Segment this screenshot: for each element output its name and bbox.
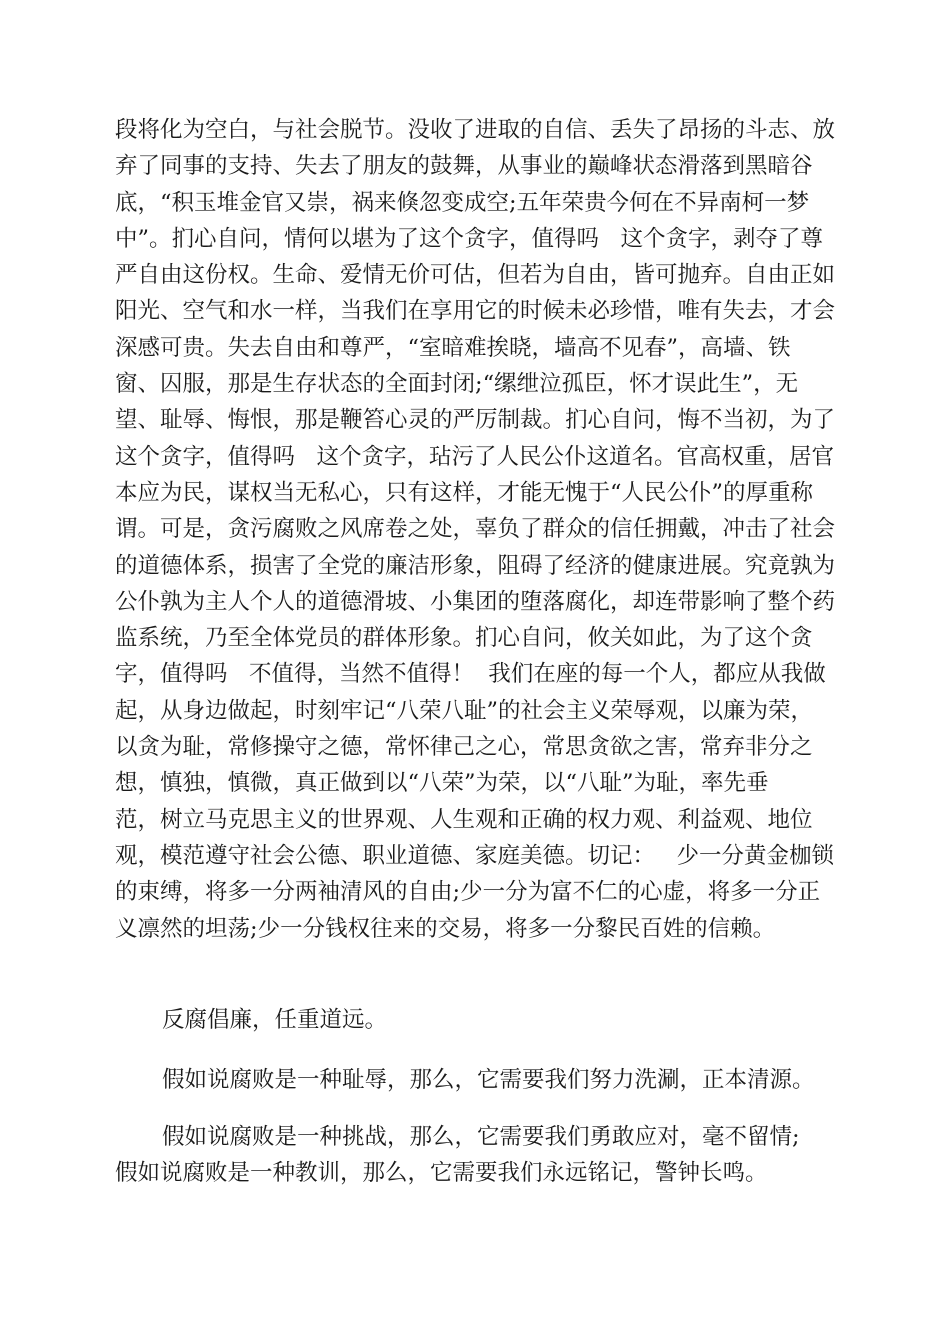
text-line: 弃了同事的支持、失去了朋友的鼓舞，从事业的巅峰状态滑落到黑暗谷 (115, 153, 813, 180)
text-line: 范，树立马克思主义的世界观、人生观和正确的权力观、利益观、地位 (115, 806, 813, 833)
text-line: 中”。扪心自问，情何以堪为了这个贪字，值得吗 这个贪字，剥夺了尊 (115, 225, 823, 252)
text-line: 假如说腐败是一种教训，那么，它需要我们永远铭记，警钟长鸣。 (115, 1160, 768, 1187)
text-line: 的道德体系，损害了全党的廉洁形象，阻碍了经济的健康进展。究竟孰为 (115, 552, 836, 579)
paragraph-2 (115, 1002, 835, 1038)
paragraph-3 (115, 1062, 835, 1098)
text-line: 观，模范遵守社会公德、职业道德、家庭美德。切记： 少一分黄金枷锁 (115, 842, 834, 869)
text-line: 监系统，乃至全体党员的群体形象。扪心自问，攸关如此，为了这个贪 (115, 625, 813, 652)
text-line: 这个贪字，值得吗 这个贪字，玷污了人民公仆这道名。官高权重，居官 (115, 443, 834, 470)
text-line: 假如说腐败是一种耻辱，那么，它需要我们努力洗涮，正本清源。 (162, 1067, 815, 1093)
text-line: 字，值得吗 不值得，当然不值得！ 我们在座的每一个人，都应从我做 (115, 661, 826, 688)
text-line: 公仆孰为主人个人的道德滑坡、小集团的堕落腐化，却连带影响了整个药 (115, 588, 836, 615)
text-line: 反腐倡廉，任重道远。 (162, 1007, 388, 1033)
text-line: 本应为民，谋权当无私心，只有这样，才能无愧于“人民公仆”的厚重称 (115, 479, 814, 506)
text-line: 窗、囚服，那是生存状态的全面封闭;“缧绁泣孤臣，怀才误此生”，无 (115, 371, 799, 398)
text-line: 底，“积玉堆金官又崇，祸来倏忽变成空;五年荣贵今何在不异南柯一梦 (115, 189, 810, 216)
text-line: 起，从身边做起，时刻牢记“八荣八耻”的社会主义荣辱观，以廉为荣， (115, 697, 814, 724)
text-line: 以贪为耻，常修操守之德，常怀律己之心，常思贪欲之害，常弃非分之 (115, 734, 813, 761)
text-line: 谓。可是，贪污腐败之风席卷之处，辜负了群众的信任拥戴，冲击了社会 (115, 516, 836, 543)
text-line: 段将化为空白，与社会脱节。没收了进取的自信、丢失了昂扬的斗志、放 (115, 117, 836, 143)
text-line: 深感可贵。失去自由和尊严，“室暗难挨晓，墙高不见春”，高墙、铁 (115, 334, 791, 361)
paragraph-4 (115, 1119, 835, 1192)
text-line: 望、耻辱、悔恨，那是鞭笞心灵的严厉制裁。扪心自问，悔不当初，为了 (115, 407, 836, 434)
text-line: 阳光、空气和水一样，当我们在享用它的时候未必珍惜，唯有失去，才会 (115, 298, 836, 325)
text-line: 假如说腐败是一种挑战，那么，它需要我们勇敢应对，毫不留情; (162, 1124, 800, 1150)
text-line: 严自由这份权。生命、爱情无价可估，但若为自由，皆可抛弃。自由正如 (115, 262, 836, 289)
text-line: 想，慎独，慎微，真正做到以“八荣”为荣，以“八耻”为耻，率先垂 (115, 770, 769, 797)
text-line: 义凛然的坦荡;少一分钱权往来的交易，将多一分黎民百姓的信赖。 (115, 915, 776, 942)
text-line: 的束缚，将多一分两袖清风的自由;少一分为富不仁的心虚，将多一分正 (115, 879, 821, 906)
body-paragraph (115, 112, 835, 947)
